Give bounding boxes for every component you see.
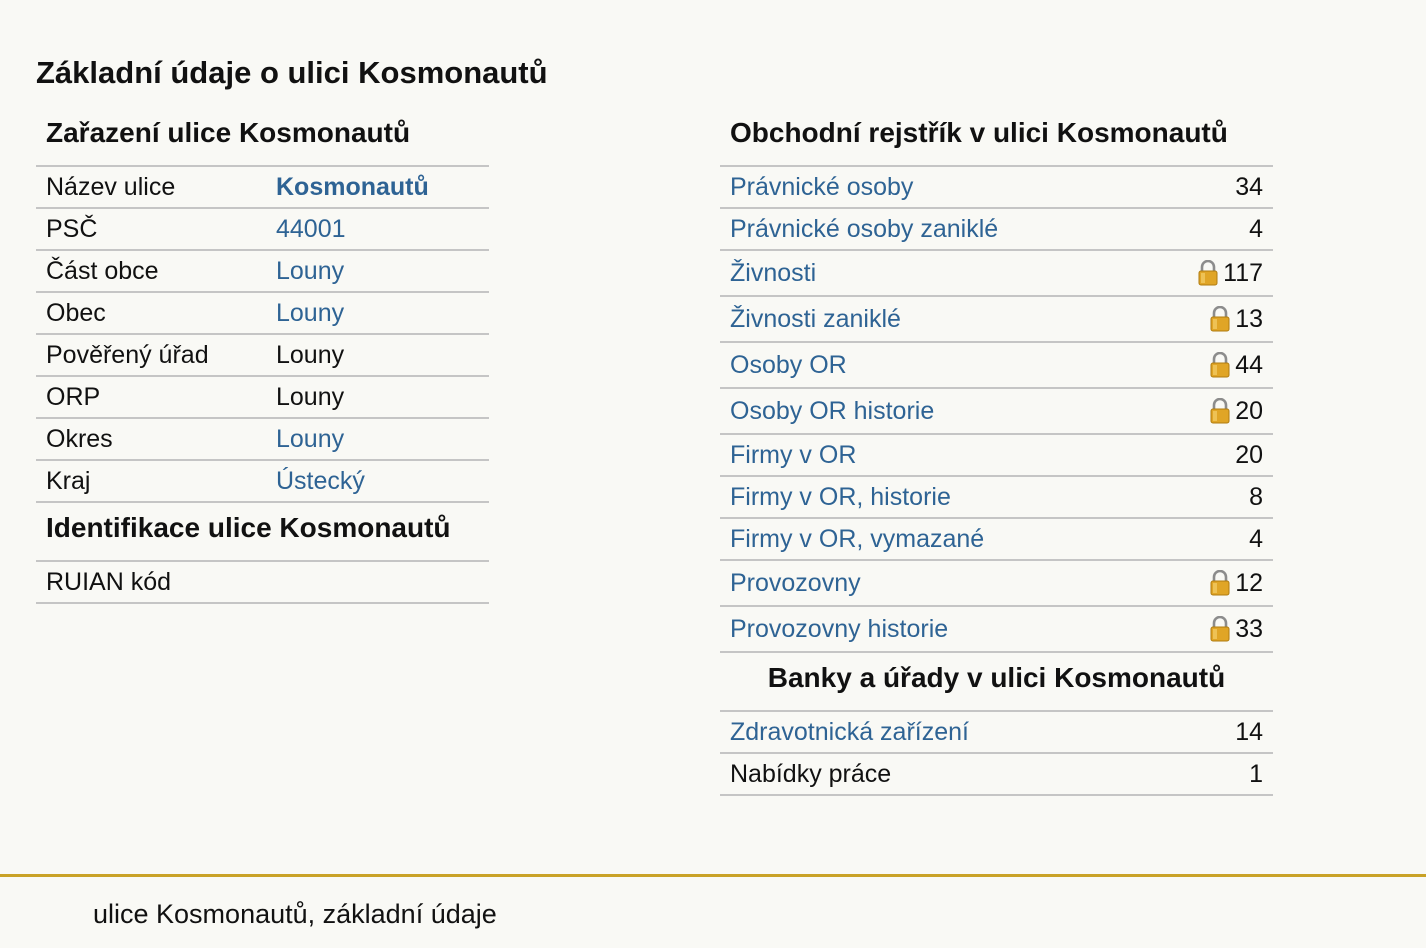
count-value: 4 xyxy=(1249,214,1263,243)
orp-value: Louny xyxy=(276,382,345,411)
row-povereny-urad xyxy=(36,335,489,377)
label-kraj: Kraj xyxy=(46,466,91,495)
row-nazev-ulice xyxy=(36,167,489,209)
register-item-link[interactable]: Živnosti zaniklé xyxy=(730,304,901,333)
table-row xyxy=(720,561,1273,607)
row-zdravotnicka-zarizeni xyxy=(720,712,1273,754)
label-cast-obce: Část obce xyxy=(46,256,159,285)
row-obec xyxy=(36,293,489,335)
register-item-count xyxy=(1209,305,1263,334)
street-classification-panel xyxy=(36,110,489,604)
table-row xyxy=(720,389,1273,435)
business-register-panel xyxy=(720,110,1273,796)
nabidky-prace-label: Nabídky práce xyxy=(730,759,892,788)
table-row xyxy=(720,607,1273,653)
register-item-count xyxy=(1235,441,1263,470)
register-item-link[interactable]: Provozovny historie xyxy=(730,614,949,643)
footer-divider xyxy=(0,874,1426,877)
lock-icon[interactable] xyxy=(1209,616,1231,642)
nabidky-prace-count: 1 xyxy=(1249,759,1263,788)
lock-icon[interactable] xyxy=(1209,398,1231,424)
register-item-count xyxy=(1249,483,1263,512)
lock-icon[interactable] xyxy=(1209,306,1231,332)
banky-heading: Banky a úřady v ulici Kosmonautů xyxy=(720,653,1273,712)
zdravotnicka-zarizeni-count: 14 xyxy=(1235,717,1263,746)
table-row xyxy=(720,343,1273,389)
label-povereny-urad: Pověřený úřad xyxy=(46,340,209,369)
label-orp: ORP xyxy=(46,382,101,411)
row-psc xyxy=(36,209,489,251)
count-value: 13 xyxy=(1235,304,1263,333)
count-value: 44 xyxy=(1235,350,1263,379)
label-obec: Obec xyxy=(46,298,106,327)
register-item-count xyxy=(1209,351,1263,380)
register-item-link[interactable]: Firmy v OR xyxy=(730,440,857,469)
register-item-link[interactable]: Firmy v OR, historie xyxy=(730,482,951,511)
register-item-link[interactable]: Provozovny xyxy=(730,568,861,597)
register-item-count xyxy=(1197,259,1263,288)
register-item-count xyxy=(1249,525,1263,554)
footer-caption: ulice Kosmonautů, základní údaje xyxy=(93,899,497,929)
register-item-count xyxy=(1209,569,1263,598)
obchodni-rejstrik-heading: Obchodní rejstřík v ulici Kosmonautů xyxy=(720,110,1273,167)
lock-icon[interactable] xyxy=(1209,352,1231,378)
obec-link[interactable]: Louny xyxy=(276,298,345,327)
kraj-link[interactable]: Ústecký xyxy=(276,466,365,495)
count-value: 12 xyxy=(1235,568,1263,597)
register-item-count xyxy=(1209,397,1263,426)
register-item-link[interactable]: Osoby OR xyxy=(730,350,847,379)
psc-link[interactable]: 44001 xyxy=(276,214,346,243)
count-value: 33 xyxy=(1235,614,1263,643)
obchodni-rejstrik-list xyxy=(720,167,1273,653)
table-row xyxy=(720,167,1273,209)
register-item-count xyxy=(1209,615,1263,644)
count-value: 20 xyxy=(1235,440,1263,469)
count-value: 20 xyxy=(1235,396,1263,425)
lock-icon[interactable] xyxy=(1197,260,1219,286)
table-row xyxy=(720,297,1273,343)
row-nabidky-prace xyxy=(720,754,1273,796)
register-item-link[interactable]: Firmy v OR, vymazané xyxy=(730,524,985,553)
label-psc: PSČ xyxy=(46,214,98,243)
register-item-link[interactable]: Osoby OR historie xyxy=(730,396,935,425)
register-item-link[interactable]: Právnické osoby zaniklé xyxy=(730,214,999,243)
povereny-urad-value: Louny xyxy=(276,340,345,369)
count-value: 4 xyxy=(1249,524,1263,553)
cast-obce-link[interactable]: Louny xyxy=(276,256,345,285)
label-okres: Okres xyxy=(46,424,113,453)
label-nazev-ulice: Název ulice xyxy=(46,172,176,201)
identifikace-heading: Identifikace ulice Kosmonautů xyxy=(36,503,489,562)
table-row xyxy=(720,435,1273,477)
row-cast-obce xyxy=(36,251,489,293)
table-row xyxy=(720,209,1273,251)
label-ruian-kod: RUIAN kód xyxy=(46,567,172,596)
okres-link[interactable]: Louny xyxy=(276,424,345,453)
count-value: 34 xyxy=(1235,172,1263,201)
table-row xyxy=(720,519,1273,561)
register-item-link[interactable]: Právnické osoby xyxy=(730,172,914,201)
row-kraj xyxy=(36,461,489,503)
zdravotnicka-zarizeni-link[interactable]: Zdravotnická zařízení xyxy=(730,717,969,746)
row-ruian-kod xyxy=(36,562,489,604)
zarazeni-heading: Zařazení ulice Kosmonautů xyxy=(36,110,489,167)
table-row xyxy=(720,477,1273,519)
count-value: 8 xyxy=(1249,482,1263,511)
row-orp xyxy=(36,377,489,419)
table-row xyxy=(720,251,1273,297)
count-value: 117 xyxy=(1223,258,1263,287)
lock-icon[interactable] xyxy=(1209,570,1231,596)
register-item-link[interactable]: Živnosti xyxy=(730,258,817,287)
register-item-count xyxy=(1235,173,1263,202)
row-okres xyxy=(36,419,489,461)
street-name-link[interactable]: Kosmonautů xyxy=(276,172,429,201)
page-title: Základní údaje o ulici Kosmonautů xyxy=(36,55,548,90)
register-item-count xyxy=(1249,215,1263,244)
